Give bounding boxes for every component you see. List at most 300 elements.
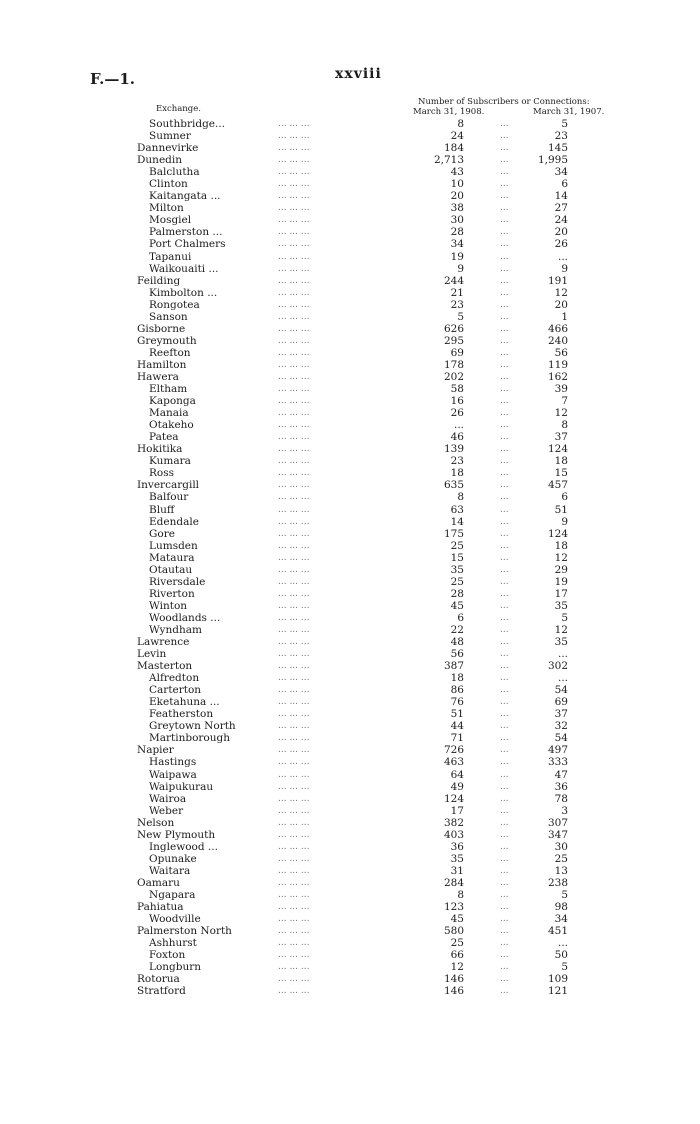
exchange-name: Otautau <box>149 563 193 576</box>
leader-dots: ... ... ... <box>278 143 310 154</box>
table-row <box>0 853 700 865</box>
table-row <box>0 865 700 877</box>
count-1908: 35 <box>450 563 464 576</box>
count-1908: 38 <box>450 202 464 215</box>
count-1908: 8 <box>457 889 464 901</box>
count-1908: 25 <box>450 575 464 588</box>
count-1907: 56 <box>554 346 568 359</box>
count-1907: 35 <box>554 599 568 612</box>
count-1907: 47 <box>554 768 568 781</box>
leader-dots: ... <box>500 528 509 539</box>
exchange-name: Manaia <box>149 407 189 420</box>
count-1908: 15 <box>450 551 464 564</box>
leader-dots: ... <box>500 890 509 900</box>
count-1907: 18 <box>554 455 568 468</box>
table-row <box>0 636 700 648</box>
count-1907: 35 <box>554 636 568 649</box>
leader-dots: ... <box>500 853 509 864</box>
exchange-name: Patea <box>149 431 179 444</box>
table-row <box>0 552 700 564</box>
count-1908: 2,713 <box>433 154 464 167</box>
page-number: xxviii <box>335 66 382 82</box>
leader-dots: ... <box>500 841 509 852</box>
count-1908: 8 <box>457 118 464 130</box>
exchange-name: Edendale <box>149 515 199 528</box>
table-row <box>0 214 700 226</box>
table-row <box>0 491 700 503</box>
count-1907: 14 <box>554 190 568 203</box>
count-1908: 31 <box>450 864 464 877</box>
exchange-name: Stratford <box>137 985 186 998</box>
exchange-name: Southbridge... <box>149 118 226 130</box>
count-1908: 26 <box>450 407 464 420</box>
exchange-name: Mataura <box>149 551 195 564</box>
table-row <box>0 251 700 263</box>
exchange-name: Milton <box>149 202 184 215</box>
leader-dots: ... <box>500 661 509 672</box>
table-row <box>0 576 700 588</box>
count-1907: 23 <box>554 130 568 143</box>
column-header-1908: March 31, 1908. <box>413 107 485 117</box>
leader-dots: ... ... ... <box>278 950 310 961</box>
leader-dots: ... <box>500 492 509 503</box>
leader-dots: ... ... ... <box>278 396 310 407</box>
leader-dots: ... ... ... <box>278 359 310 370</box>
count-1908: 284 <box>443 876 464 889</box>
leader-dots: ... ... ... <box>278 685 310 696</box>
leader-dots: ... <box>500 504 509 515</box>
leader-dots: ... <box>500 227 509 238</box>
table-row <box>0 323 700 335</box>
count-1908: 19 <box>450 250 464 263</box>
leader-dots: ... ... ... <box>278 769 310 780</box>
count-1908: 580 <box>443 925 464 938</box>
exchange-name: Reefton <box>149 346 191 359</box>
count-1907: 24 <box>554 214 568 227</box>
table-row <box>0 817 700 829</box>
table-row <box>0 732 700 744</box>
table-row <box>0 371 700 383</box>
exchange-name: Waipukurau <box>149 780 214 793</box>
count-1908: 387 <box>443 660 464 673</box>
count-1907: 25 <box>554 852 568 865</box>
leader-dots: ... <box>500 637 509 648</box>
table-row <box>0 973 700 985</box>
table-row <box>0 696 700 708</box>
count-1907: 145 <box>547 142 568 155</box>
page-reference: F.—1. <box>90 70 136 88</box>
count-1908: 18 <box>450 672 464 685</box>
exchange-name: Hawera <box>137 370 179 383</box>
leader-dots: ... ... ... <box>278 624 310 635</box>
count-1908: 46 <box>450 431 464 444</box>
leader-dots: ... ... ... <box>278 215 310 226</box>
exchange-name: Clinton <box>149 178 188 191</box>
leader-dots: ... <box>500 480 509 491</box>
count-1908: 5 <box>457 310 464 323</box>
leader-dots: ... ... ... <box>278 227 310 238</box>
leader-dots: ... <box>500 600 509 611</box>
exchange-name: Woodlands ... <box>149 611 221 624</box>
table-row <box>0 600 700 612</box>
exchange-name: Ngapara <box>149 889 196 901</box>
table-row <box>0 287 700 299</box>
table-row <box>0 202 700 214</box>
count-1908: 8 <box>457 491 464 504</box>
table-row <box>0 299 700 311</box>
count-1907: 12 <box>554 286 568 299</box>
leader-dots: ... ... ... <box>278 323 310 334</box>
exchange-name: Winton <box>149 599 188 612</box>
count-1907: 32 <box>554 720 568 733</box>
leader-dots: ... <box>500 697 509 708</box>
table-row <box>0 335 700 347</box>
leader-dots: ... <box>500 781 509 792</box>
count-1908: 58 <box>450 383 464 396</box>
count-1908: 175 <box>443 527 464 540</box>
column-header-subscribers: Number of Subscribers or Connections: <box>418 97 590 107</box>
leader-dots: ... <box>500 769 509 780</box>
exchange-name: Palmerston ... <box>149 226 223 239</box>
count-1907: 20 <box>554 298 568 311</box>
leader-dots: ... <box>500 564 509 575</box>
table-row <box>0 913 700 925</box>
leader-dots: ... ... ... <box>278 757 310 768</box>
count-1907: 34 <box>554 913 568 926</box>
leader-dots: ... <box>500 685 509 696</box>
exchange-name: New Plymouth <box>137 828 216 841</box>
count-1907: 78 <box>554 792 568 805</box>
exchange-name: Greytown North <box>149 720 236 733</box>
leader-dots: ... ... ... <box>278 564 310 575</box>
exchange-name: Martinborough <box>149 732 231 745</box>
count-1908: 20 <box>450 190 464 203</box>
count-1907: 13 <box>554 864 568 877</box>
table-row <box>0 684 700 696</box>
leader-dots: ... <box>500 576 509 587</box>
count-1907: 20 <box>554 226 568 239</box>
count-1908: 626 <box>443 322 464 335</box>
exchange-name: Napier <box>137 744 174 757</box>
leader-dots: ... ... ... <box>278 877 310 888</box>
count-1908: 124 <box>443 792 464 805</box>
count-1908: 295 <box>443 334 464 347</box>
leader-dots: ... <box>500 203 509 214</box>
leader-dots: ... <box>500 311 509 322</box>
count-1908: 71 <box>450 732 464 745</box>
leader-dots: ... <box>500 938 509 949</box>
count-1907: 18 <box>554 539 568 552</box>
leader-dots: ... ... ... <box>278 179 310 190</box>
count-1907: 6 <box>561 178 568 191</box>
table-row <box>0 961 700 973</box>
leader-dots: ... <box>500 420 509 431</box>
leader-dots: ... ... ... <box>278 721 310 732</box>
exchange-name: Waitara <box>149 864 191 877</box>
count-1907: 12 <box>554 407 568 420</box>
table-row <box>0 479 700 491</box>
leader-dots: ... ... ... <box>278 745 310 756</box>
exchange-name: Featherston <box>149 708 214 721</box>
exchange-name: Riverton <box>149 587 195 600</box>
leader-dots: ... <box>500 914 509 925</box>
count-1908: 123 <box>443 901 464 914</box>
leader-dots: ... ... ... <box>278 793 310 804</box>
count-1907: 451 <box>547 925 568 938</box>
leader-dots: ... ... ... <box>278 661 310 672</box>
count-1908: 66 <box>450 949 464 962</box>
count-1907: 8 <box>561 419 568 432</box>
leader-dots: ... <box>500 299 509 310</box>
count-1908: 139 <box>443 443 464 456</box>
leader-dots: ... ... ... <box>278 251 310 262</box>
leader-dots: ... <box>500 877 509 888</box>
leader-dots: ... ... ... <box>278 612 310 623</box>
count-1907: 109 <box>547 973 568 986</box>
leader-dots: ... <box>500 359 509 370</box>
leader-dots: ... <box>500 649 509 660</box>
count-1907: 124 <box>547 443 568 456</box>
leader-dots: ... ... ... <box>278 384 310 395</box>
exchange-name: Kaponga <box>149 395 196 408</box>
leader-dots: ... <box>500 516 509 527</box>
exchange-name: Longburn <box>149 961 202 974</box>
table-row <box>0 359 700 371</box>
leader-dots: ... ... ... <box>278 371 310 382</box>
leader-dots: ... <box>500 384 509 395</box>
leader-dots: ... <box>500 191 509 202</box>
table-row <box>0 901 700 913</box>
leader-dots: ... <box>500 131 509 142</box>
count-1908: 34 <box>450 238 464 251</box>
count-1908: 35 <box>450 852 464 865</box>
leader-dots: ... <box>500 444 509 455</box>
count-1907: 3 <box>561 804 568 817</box>
table-row <box>0 756 700 768</box>
exchange-name: Sumner <box>149 130 191 143</box>
leader-dots: ... <box>500 709 509 720</box>
table-row <box>0 937 700 949</box>
count-1908: 244 <box>443 274 464 287</box>
leader-dots: ... <box>500 865 509 876</box>
table-row <box>0 142 700 154</box>
count-1908: 28 <box>450 226 464 239</box>
count-1908: 184 <box>443 142 464 155</box>
exchange-name: Tapanui <box>149 250 192 263</box>
leader-dots: ... <box>500 215 509 226</box>
count-1908: 10 <box>450 178 464 191</box>
table-row <box>0 455 700 467</box>
count-1908: 86 <box>450 684 464 697</box>
count-1907: 54 <box>554 732 568 745</box>
leader-dots: ... ... ... <box>278 456 310 467</box>
count-1907: 37 <box>554 431 568 444</box>
leader-dots: ... <box>500 540 509 551</box>
table-row <box>0 925 700 937</box>
count-1908: 726 <box>443 744 464 757</box>
count-1907: 69 <box>554 696 568 709</box>
count-1908: 382 <box>443 816 464 829</box>
leader-dots: ... <box>500 974 509 985</box>
leader-dots: ... ... ... <box>278 914 310 925</box>
count-1908: 24 <box>450 130 464 143</box>
table-row <box>0 889 700 901</box>
leader-dots: ... <box>500 456 509 467</box>
table-row <box>0 769 700 781</box>
exchange-name: Bluff <box>149 503 175 516</box>
exchange-name: Weber <box>149 804 184 817</box>
leader-dots: ... ... ... <box>278 203 310 214</box>
count-1908: 63 <box>450 503 464 516</box>
count-1907: ... <box>557 937 568 950</box>
exchange-name: Lumsden <box>149 539 198 552</box>
count-1907: ... <box>557 648 568 661</box>
table-row <box>0 130 700 142</box>
leader-dots: ... <box>500 371 509 382</box>
leader-dots: ... ... ... <box>278 805 310 816</box>
table-row <box>0 877 700 889</box>
count-1907: 27 <box>554 202 568 215</box>
exchange-name: Waipawa <box>149 768 197 781</box>
count-1907: 54 <box>554 684 568 697</box>
count-1907: 29 <box>554 563 568 576</box>
count-1907: 240 <box>547 334 568 347</box>
count-1907: 5 <box>561 611 568 624</box>
exchange-name: Levin <box>137 648 167 661</box>
count-1907: 497 <box>547 744 568 757</box>
table-row <box>0 660 700 672</box>
exchange-name: Hastings <box>149 756 197 769</box>
count-1907: 98 <box>554 901 568 914</box>
count-1907: 302 <box>547 660 568 673</box>
count-1908: ... <box>453 419 464 432</box>
leader-dots: ... ... ... <box>278 263 310 274</box>
count-1907: 121 <box>547 985 568 998</box>
leader-dots: ... ... ... <box>278 480 310 491</box>
count-1907: 50 <box>554 949 568 962</box>
exchange-name: Carterton <box>149 684 202 697</box>
exchange-name: Port Chalmers <box>149 238 226 251</box>
leader-dots: ... ... ... <box>278 576 310 587</box>
table-row <box>0 648 700 660</box>
leader-dots: ... ... ... <box>278 311 310 322</box>
leader-dots: ... ... ... <box>278 829 310 840</box>
exchange-name: Opunake <box>149 852 197 865</box>
count-1907: 30 <box>554 840 568 853</box>
leader-dots: ... ... ... <box>278 841 310 852</box>
table-row <box>0 564 700 576</box>
table-row <box>0 744 700 756</box>
count-1908: 403 <box>443 828 464 841</box>
table-row <box>0 516 700 528</box>
leader-dots: ... <box>500 721 509 732</box>
exchange-name: Nelson <box>137 816 175 829</box>
count-1908: 25 <box>450 937 464 950</box>
exchange-name: Waikouaiti ... <box>149 262 219 275</box>
leader-dots: ... ... ... <box>278 335 310 346</box>
leader-dots: ... ... ... <box>278 492 310 503</box>
table-row <box>0 949 700 961</box>
count-1908: 21 <box>450 286 464 299</box>
count-1908: 44 <box>450 720 464 733</box>
exchange-name: Palmerston North <box>137 925 232 938</box>
count-1908: 146 <box>443 985 464 998</box>
leader-dots: ... <box>500 155 509 166</box>
count-1907: 9 <box>561 515 568 528</box>
table-row <box>0 781 700 793</box>
table-row <box>0 263 700 275</box>
leader-dots: ... ... ... <box>278 890 310 900</box>
leader-dots: ... <box>500 793 509 804</box>
table-row <box>0 395 700 407</box>
table-row <box>0 720 700 732</box>
count-1907: 119 <box>547 358 568 371</box>
count-1907: ... <box>557 672 568 685</box>
count-1907: 36 <box>554 780 568 793</box>
leader-dots: ... ... ... <box>278 733 310 744</box>
leader-dots: ... ... ... <box>278 697 310 708</box>
count-1908: 36 <box>450 840 464 853</box>
exchange-name: Rongotea <box>149 298 200 311</box>
exchange-name: Dunedin <box>137 154 182 167</box>
leader-dots: ... ... ... <box>278 962 310 973</box>
table-row <box>0 347 700 359</box>
count-1907: 191 <box>547 274 568 287</box>
leader-dots: ... ... ... <box>278 540 310 551</box>
leader-dots: ... ... ... <box>278 299 310 310</box>
count-1907: 17 <box>554 587 568 600</box>
exchange-name: Feilding <box>137 274 181 287</box>
leader-dots: ... ... ... <box>278 673 310 684</box>
leader-dots: ... <box>500 468 509 479</box>
exchange-name: Oamaru <box>137 876 180 889</box>
exchange-name: Invercargill <box>137 479 200 492</box>
exchange-name: Balfour <box>149 491 189 504</box>
leader-dots: ... <box>500 432 509 443</box>
count-1907: 5 <box>561 961 568 974</box>
table-row <box>0 311 700 323</box>
count-1908: 76 <box>450 696 464 709</box>
table-row <box>0 672 700 684</box>
exchange-name: Eketahuna ... <box>149 696 220 709</box>
leader-dots: ... ... ... <box>278 709 310 720</box>
leader-dots: ... <box>500 757 509 768</box>
exchange-name: Wyndham <box>149 623 202 636</box>
exchange-name: Sanson <box>149 310 188 323</box>
exchange-name: Gisborne <box>137 322 186 335</box>
table-row <box>0 190 700 202</box>
count-1907: 9 <box>561 262 568 275</box>
leader-dots: ... <box>500 829 509 840</box>
exchange-name: Wairoa <box>149 792 187 805</box>
count-1907: 1,995 <box>537 154 568 167</box>
count-1908: 17 <box>450 804 464 817</box>
count-1908: 23 <box>450 298 464 311</box>
count-1908: 146 <box>443 973 464 986</box>
leader-dots: ... ... ... <box>278 191 310 202</box>
count-1907: 15 <box>554 467 568 480</box>
leader-dots: ... <box>500 817 509 828</box>
leader-dots: ... ... ... <box>278 926 310 937</box>
exchange-name: Alfredton <box>149 672 200 685</box>
leader-dots: ... ... ... <box>278 637 310 648</box>
table-row <box>0 841 700 853</box>
exchange-name: Rotorua <box>137 973 180 986</box>
count-1908: 202 <box>443 370 464 383</box>
table-row <box>0 178 700 190</box>
count-1908: 45 <box>450 599 464 612</box>
table-row <box>0 540 700 552</box>
